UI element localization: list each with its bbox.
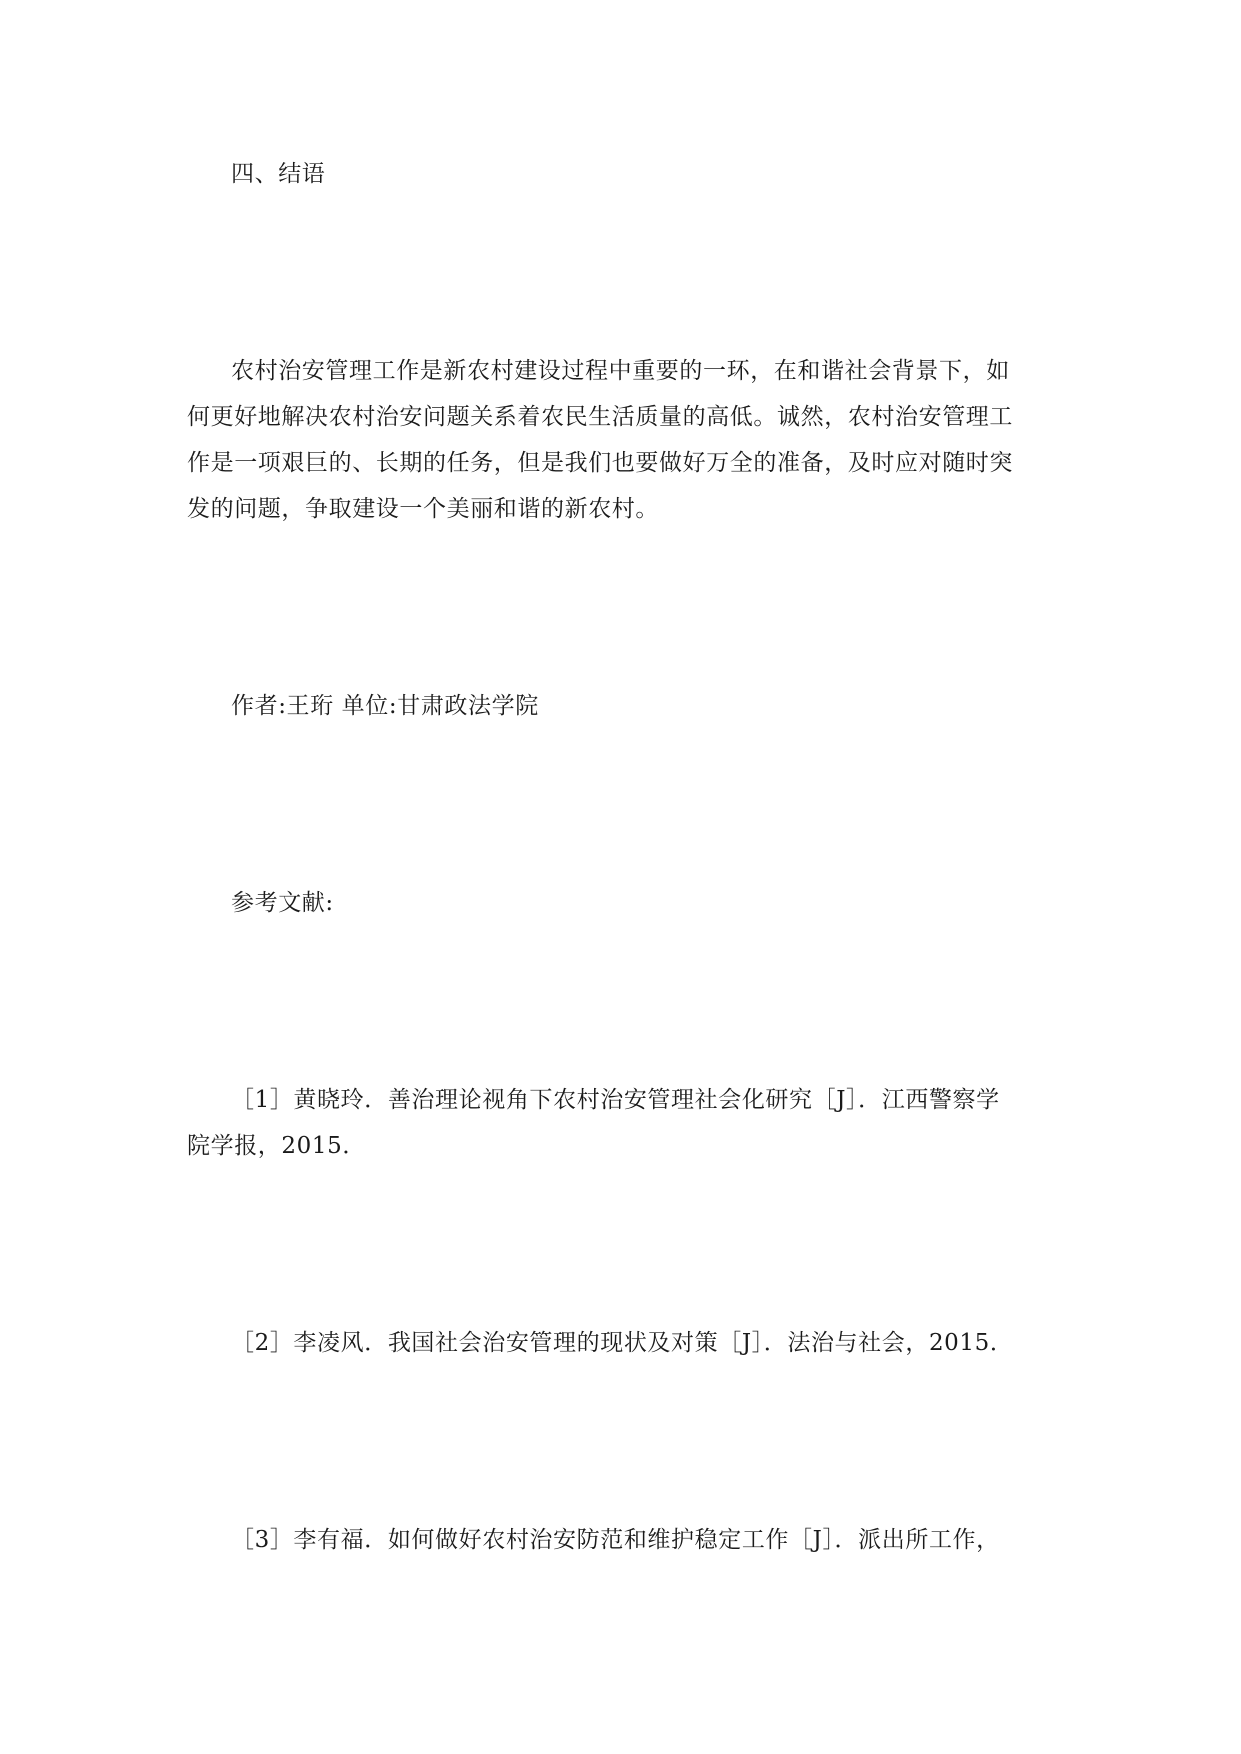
- reference-line: ［2］李凌风．我国社会治安管理的现状及对策［J］．法治与社会，2015．: [231, 1330, 1014, 1356]
- section-heading: 四、结语: [231, 161, 326, 187]
- reference-line: 院学报，2015．: [187, 1133, 366, 1159]
- references-heading: 参考文献:: [231, 890, 334, 916]
- paragraph-line: 作是一项艰巨的、长期的任务，但是我们也要做好万全的准备，及时应对随时突: [187, 450, 1013, 476]
- paragraph-line: 发的问题，争取建设一个美丽和谐的新农村。: [187, 496, 659, 522]
- author-line: 作者:王珩 单位:甘肃政法学院: [231, 693, 539, 719]
- paragraph-line: 何更好地解决农村治安问题关系着农民生活质量的高低。诚然，农村治安管理工: [187, 404, 1013, 430]
- reference-line: ［3］李有福．如何做好农村治安防范和维护稳定工作［J］．派出所工作，: [231, 1527, 1000, 1553]
- paragraph-line: 农村治安管理工作是新农村建设过程中重要的一环，在和谐社会背景下，如: [231, 358, 1010, 384]
- reference-line: ［1］黄晓玲．善治理论视角下农村治安管理社会化研究［J］．江西警察学: [231, 1087, 1000, 1113]
